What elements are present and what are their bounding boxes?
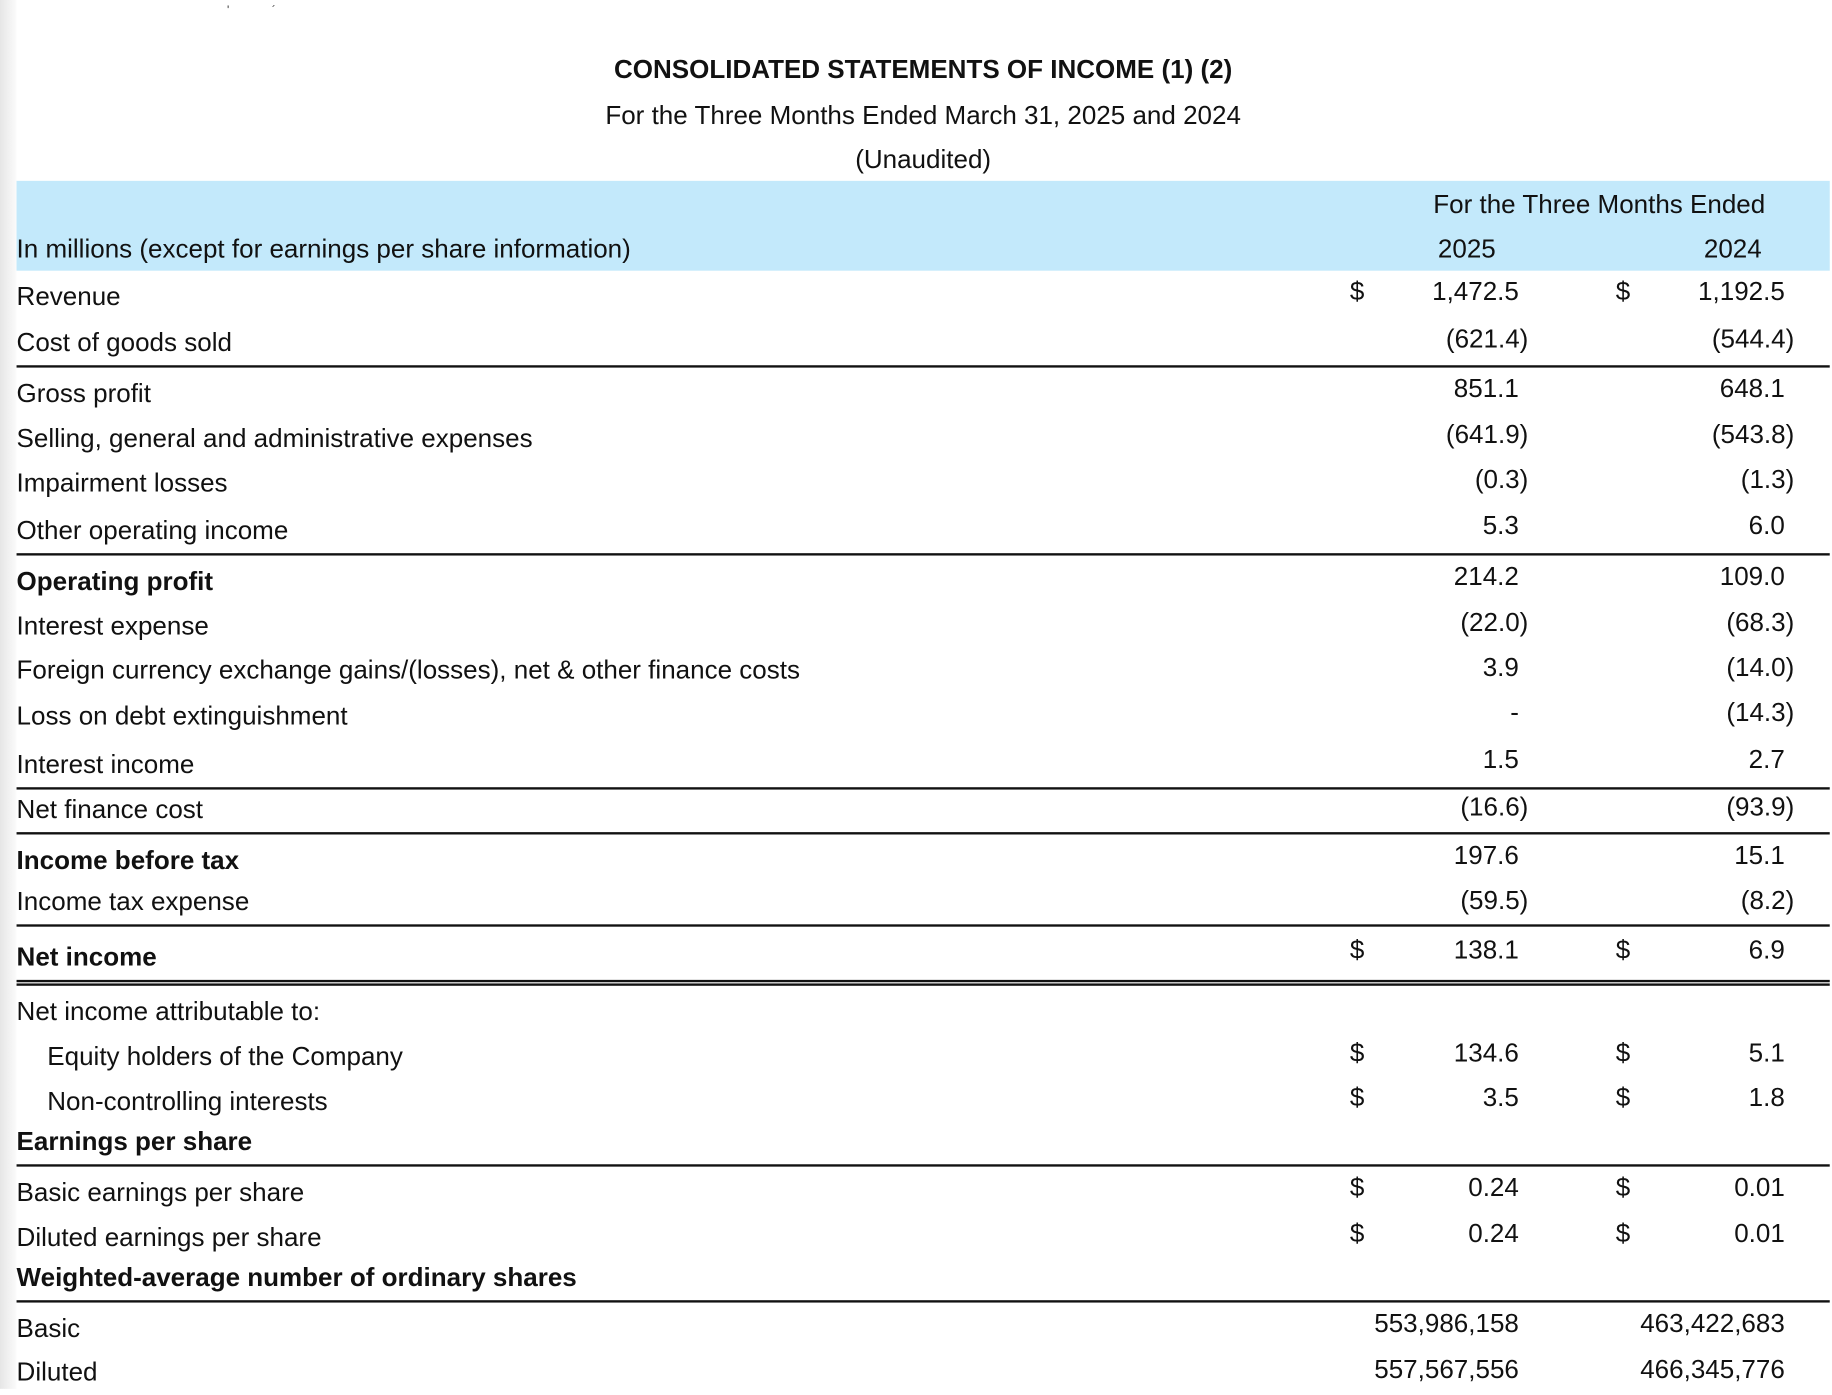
- table-row: [17, 927, 1830, 986]
- currency-symbol-2024: $: [1615, 1037, 1631, 1068]
- value-2024: 15.1: [1734, 839, 1785, 870]
- row-label: Income tax expense: [16, 886, 250, 917]
- row-label: Impairment losses: [16, 468, 228, 498]
- table-row: [17, 1260, 1830, 1303]
- page-edge-shadow: [0, 0, 17, 1389]
- value-2024: 5.1: [1748, 1037, 1785, 1068]
- row-label: Gross profit: [16, 378, 151, 408]
- row-label: Net finance cost: [16, 794, 204, 824]
- table-row: [17, 1167, 1830, 1215]
- table-row: [17, 506, 1830, 556]
- row-label: Operating profit: [16, 566, 214, 596]
- value-2025: 134.6: [1453, 1037, 1519, 1068]
- value-2025: (22.0): [1460, 607, 1529, 637]
- table-row: [17, 986, 1830, 1034]
- row-label: Non-controlling interests: [47, 1086, 328, 1116]
- value-2025: 1,472.5: [1432, 275, 1519, 306]
- table-row: [17, 1303, 1830, 1351]
- table-row: [17, 834, 1830, 882]
- value-2025: 5.3: [1482, 510, 1519, 541]
- value-2024: 1,192.5: [1698, 275, 1785, 306]
- value-2025: (59.5): [1460, 884, 1529, 915]
- table-row: [17, 649, 1830, 693]
- value-2025: 138.1: [1453, 934, 1519, 964]
- currency-symbol-2024: $: [1615, 1218, 1631, 1249]
- row-label: Interest income: [16, 749, 195, 779]
- table-row: [17, 461, 1830, 506]
- value-2024: (8.2): [1740, 884, 1795, 915]
- row-label: Selling, general and administrative expenses: [16, 423, 533, 453]
- currency-symbol-2025: $: [1349, 275, 1365, 306]
- table-row: [17, 1034, 1830, 1079]
- value-2024: 466,345,776: [1640, 1353, 1785, 1384]
- table-header: [17, 181, 1830, 271]
- value-2025: 3.5: [1482, 1082, 1519, 1113]
- table-row: [17, 604, 1830, 649]
- table-row: [17, 739, 1830, 790]
- table-row: [17, 271, 1830, 319]
- value-2024: 2.7: [1748, 743, 1785, 774]
- row-label: Net income: [16, 942, 157, 972]
- currency-symbol-2024: $: [1615, 275, 1631, 306]
- row-label: Basic: [16, 1313, 81, 1343]
- value-2025: 3.9: [1482, 651, 1519, 682]
- value-2024: 6.9: [1748, 934, 1785, 964]
- value-2024: 0.01: [1734, 1171, 1785, 1202]
- value-2025: 851.1: [1453, 372, 1519, 403]
- row-label: Net income attributable to:: [16, 996, 321, 1026]
- row-label: Earnings per share: [16, 1126, 253, 1156]
- scan-marks: ' ´: [226, 4, 276, 18]
- value-2025: (16.6): [1460, 791, 1529, 822]
- value-2024: 109.0: [1719, 560, 1785, 591]
- value-2024: (1.3): [1740, 464, 1795, 494]
- table-row: [17, 883, 1830, 927]
- currency-symbol-2025: $: [1349, 1218, 1365, 1249]
- currency-symbol-2025: $: [1349, 934, 1365, 964]
- row-label: Foreign currency exchange gains/(losses), net & other finance costs: [16, 654, 800, 685]
- value-2025: (0.3): [1474, 464, 1529, 494]
- row-label: Income before tax: [16, 845, 240, 875]
- currency-symbol-2025: $: [1349, 1082, 1365, 1113]
- currency-symbol-2024: $: [1615, 934, 1631, 964]
- value-2025: 197.6: [1453, 839, 1519, 870]
- value-2025: (621.4): [1445, 323, 1529, 353]
- period-label: For the Three Months Ended: [1433, 189, 1766, 219]
- table-row: [17, 693, 1830, 739]
- table-row: [17, 319, 1830, 367]
- statement-table: [17, 271, 1830, 1395]
- value-2025: 1.5: [1482, 743, 1519, 774]
- value-2024: (14.0): [1726, 651, 1795, 682]
- table-row: [17, 1079, 1830, 1124]
- currency-symbol-2024: $: [1615, 1171, 1631, 1202]
- table-row: [17, 790, 1830, 835]
- currency-symbol-2024: $: [1615, 1082, 1631, 1113]
- column-header-2024: 2024: [1703, 234, 1762, 264]
- table-row: [17, 556, 1830, 604]
- value-2024: 648.1: [1719, 372, 1785, 403]
- table-row: [17, 1351, 1830, 1395]
- unaudited-note: (Unaudited): [855, 144, 992, 174]
- units-label: In millions (except for earnings per share information): [16, 234, 631, 264]
- value-2025: 0.24: [1468, 1171, 1519, 1202]
- value-2025: 553,986,158: [1374, 1307, 1519, 1338]
- statement-title: CONSOLIDATED STATEMENTS OF INCOME (1) (2): [613, 54, 1233, 84]
- row-label: Diluted: [16, 1356, 98, 1387]
- value-2025: -: [1510, 696, 1519, 727]
- statement-subtitle: For the Three Months Ended March 31, 2025 and 2024: [605, 100, 1241, 131]
- column-header-2025: 2025: [1437, 234, 1496, 264]
- row-label: Basic earnings per share: [16, 1177, 305, 1207]
- table-row: [17, 1124, 1830, 1167]
- value-2025: 557,567,556: [1374, 1353, 1519, 1384]
- row-label: Revenue: [16, 281, 121, 311]
- value-2024: (544.4): [1711, 323, 1795, 353]
- value-2025: (641.9): [1445, 419, 1529, 450]
- value-2024: 6.0: [1748, 510, 1785, 541]
- table-row: [17, 1215, 1830, 1260]
- value-2024: (543.8): [1711, 419, 1795, 450]
- table-row: [17, 368, 1830, 416]
- value-2025: 214.2: [1453, 560, 1519, 591]
- row-label: Weighted-average number of ordinary shares: [16, 1262, 577, 1292]
- table-row: [17, 416, 1830, 461]
- value-2024: (14.3): [1726, 696, 1795, 727]
- value-2024: (93.9): [1726, 791, 1795, 822]
- row-label: Equity holders of the Company: [47, 1041, 403, 1071]
- row-label: Diluted earnings per share: [16, 1222, 322, 1252]
- row-label: Cost of goods sold: [16, 327, 232, 357]
- row-label: Other operating income: [16, 515, 289, 545]
- currency-symbol-2025: $: [1349, 1171, 1365, 1202]
- value-2024: 1.8: [1748, 1082, 1785, 1113]
- row-label: Interest expense: [16, 611, 209, 641]
- currency-symbol-2025: $: [1349, 1037, 1365, 1068]
- row-label: Loss on debt extinguishment: [16, 700, 348, 731]
- value-2024: 463,422,683: [1640, 1307, 1785, 1338]
- value-2024: 0.01: [1734, 1218, 1785, 1249]
- value-2024: (68.3): [1726, 607, 1795, 637]
- value-2025: 0.24: [1468, 1218, 1519, 1249]
